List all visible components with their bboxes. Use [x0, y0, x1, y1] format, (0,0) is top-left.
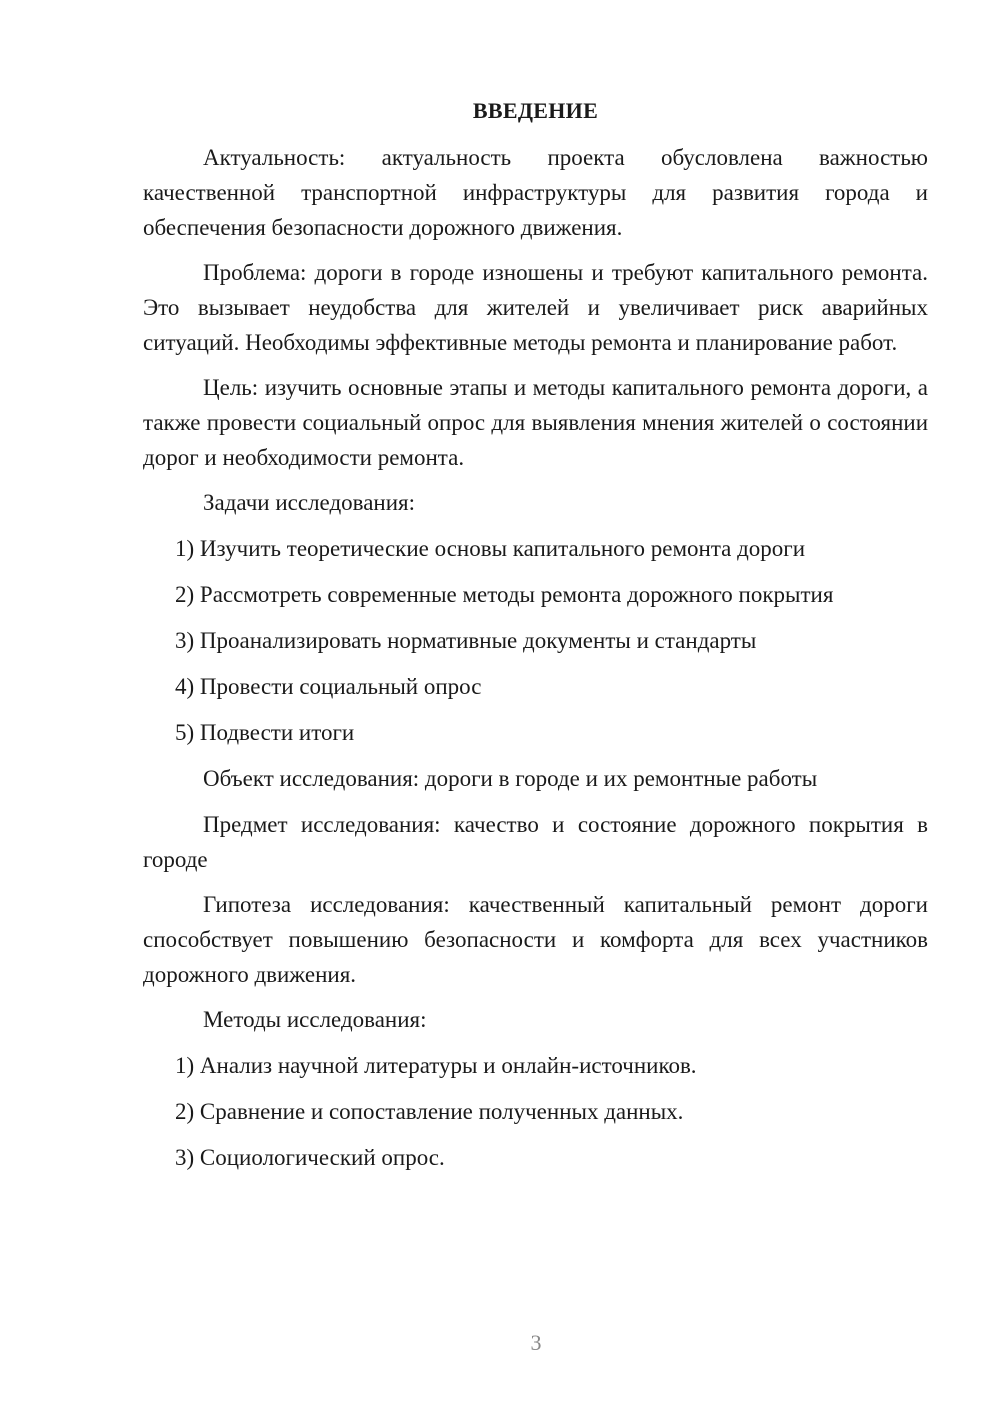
tasks-title: Задачи исследования:: [203, 490, 416, 515]
task-item: 1) Изучить теоретические основы капитального ремонта дороги: [175, 536, 806, 561]
methods-title: Методы исследования:: [203, 1007, 427, 1032]
task-item: 5) Подвести итоги: [175, 720, 355, 745]
task-item: 3) Проанализировать нормативные документы и стандарты: [175, 628, 757, 653]
page-title: ВВЕДЕНИЕ: [472, 98, 599, 123]
method-item: 2) Сравнение и сопоставление полученных данных.: [175, 1099, 684, 1124]
task-item: 2) Рассмотреть современные методы ремонта дорожного покрытия: [175, 582, 834, 607]
goal-paragraph: Цель: изучить основные этапы и методы капитального ремонта дороги, а также провести социальный опрос для выявления мнения жителей о состоянии дорог и необходимости ремонта.: [143, 375, 928, 470]
relevance-paragraph: Актуальность: актуальность проекта обусловлена важностью качественной транспортной инфраструктуры для развития города и обеспечения безопасности дорожного движения.: [143, 145, 928, 240]
object-paragraph: Объект исследования: дороги в городе и их ремонтные работы: [203, 766, 818, 791]
task-item: 4) Провести социальный опрос: [175, 674, 482, 699]
method-item: 3) Социологический опрос.: [175, 1145, 445, 1170]
page-content: [143, 94, 928, 1186]
problem-paragraph: Проблема: дороги в городе изношены и требуют капитального ремонта. Это вызывает неудобства для жителей и увеличивает риск аварийных ситуаций. Необходимы эффективные методы ремонта и планирование работ.: [143, 260, 928, 355]
hypothesis-paragraph: Гипотеза исследования: качественный капитальный ремонт дороги способствует повышению безопасности и комфорта для всех участников дорожного движения.: [143, 892, 928, 987]
methods-list: [143, 1048, 928, 1175]
method-item: 1) Анализ научной литературы и онлайн-источников.: [175, 1053, 697, 1078]
tasks-list: [143, 531, 928, 750]
subject-paragraph: Предмет исследования: качество и состояние дорожного покрытия в городе: [143, 812, 928, 872]
page-number: 3: [530, 1330, 542, 1355]
